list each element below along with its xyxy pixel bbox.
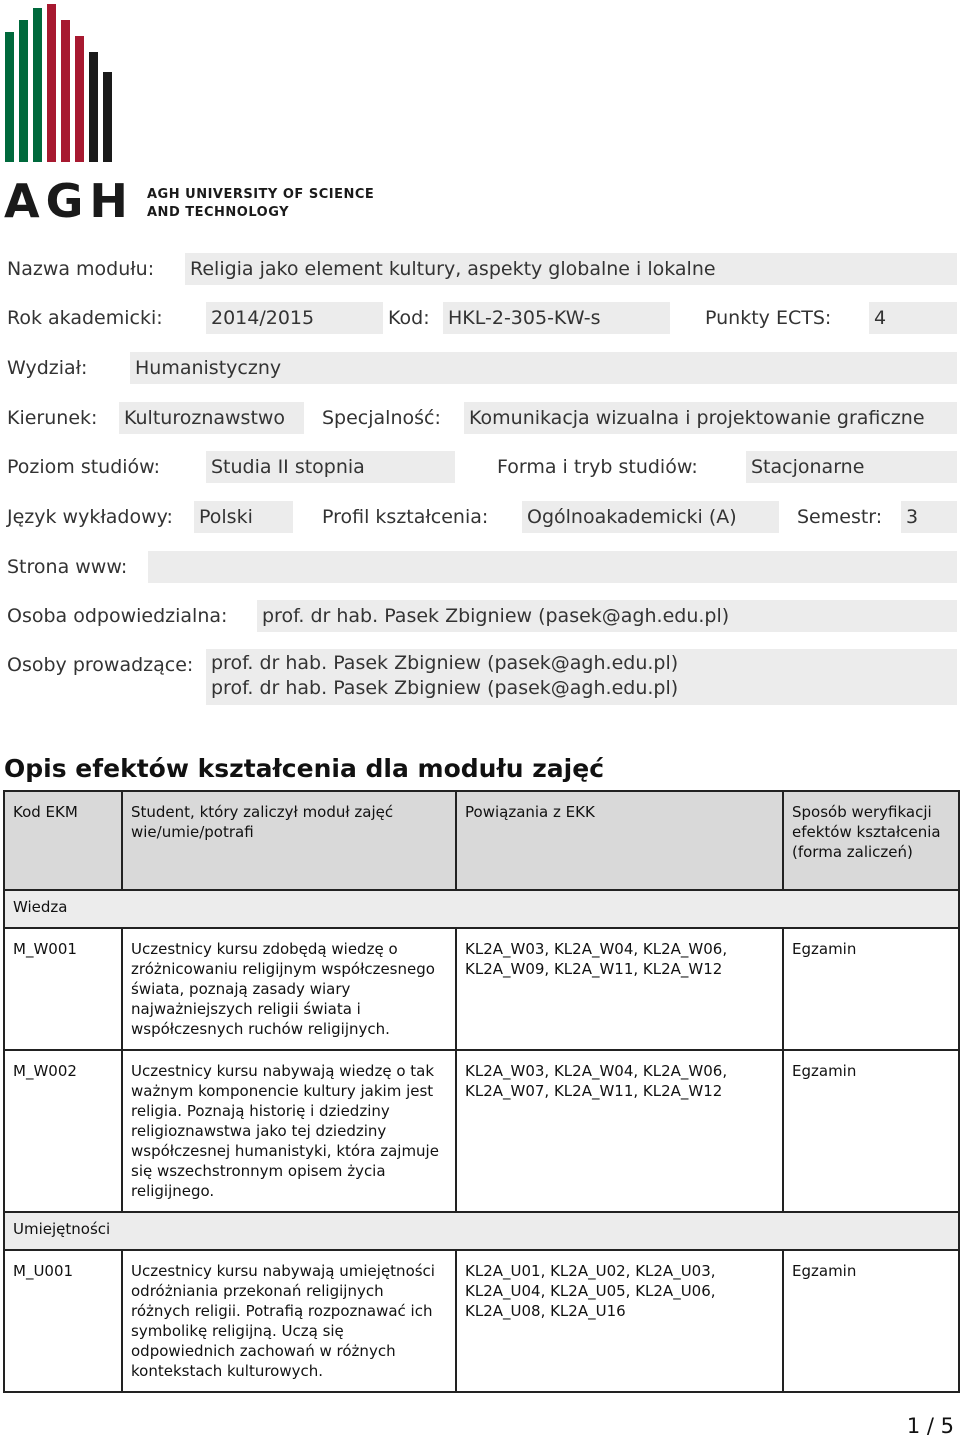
- table-category-row: [4, 890, 959, 928]
- efekty-table: [3, 790, 960, 1393]
- table-row: [4, 1250, 959, 1392]
- osoba-odpowiedzialna-label: Osoba odpowiedzialna:: [7, 605, 228, 627]
- poziom-studiow-label: Poziom studiów:: [7, 456, 161, 478]
- punkty-ects-label: Punkty ECTS:: [705, 307, 832, 329]
- kod-value: HKL-2-305-KW-s: [443, 302, 670, 334]
- row-opis: Uczestnicy kursu zdobędą wiedzę o zróżnicowaniu religijnym współczesnego świata, poznają zasady wiary najważniejszych religii świata i współczesnych ruchów religijnych.: [122, 928, 456, 1050]
- row-powiazania: KL2A_U01, KL2A_U02, KL2A_U03, KL2A_U04, KL2A_U05, KL2A_U06, KL2A_U08, KL2A_U16: [456, 1250, 783, 1392]
- row-powiazania: KL2A_W03, KL2A_W04, KL2A_W06, KL2A_W09, KL2A_W11, KL2A_W12: [456, 928, 783, 1050]
- forma-tryb-label: Forma i tryb studiów:: [497, 456, 698, 478]
- osoby-prowadzace-list: [206, 649, 957, 705]
- row-kod: M_U001: [4, 1250, 122, 1392]
- wydzial-value: Humanistyczny: [130, 352, 957, 384]
- row-kod: M_W002: [4, 1050, 122, 1212]
- kierunek-value: Kulturoznawstwo: [119, 402, 304, 434]
- row-sposob: Egzamin: [783, 1050, 959, 1212]
- section-title: Opis efektów kształcenia dla modułu zajęć: [4, 754, 605, 783]
- osoby-prowadzace-item: prof. dr hab. Pasek Zbigniew (pasek@agh.edu.pl): [211, 677, 679, 699]
- osoby-prowadzace-item: prof. dr hab. Pasek Zbigniew (pasek@agh.edu.pl): [211, 652, 679, 674]
- row-sposob: Egzamin: [783, 1250, 959, 1392]
- agh-logo-word: AGH: [4, 174, 134, 228]
- semestr-label: Semestr:: [797, 506, 883, 528]
- strona-www-label: Strona www:: [7, 556, 128, 578]
- specjalnosc-label: Specjalność:: [322, 407, 441, 429]
- row-powiazania: KL2A_W03, KL2A_W04, KL2A_W06, KL2A_W07, KL2A_W11, KL2A_W12: [456, 1050, 783, 1212]
- row-opis: Uczestnicy kursu nabywają umiejętności odróżniania przekonań religijnych różnych religii. Potrafią rozpoznawać ich symbolikę religijną. Uczą się odpowiednich zachowań w różnych kontekstach kulturowych.: [122, 1250, 456, 1392]
- nazwa-modulu-label: Nazwa modułu:: [7, 258, 155, 280]
- nazwa-modulu-value: Religia jako element kultury, aspekty globalne i lokalne: [185, 253, 957, 285]
- rok-akademicki-value: 2014/2015: [206, 302, 383, 334]
- agh-logo-subtitle-2: AND TECHNOLOGY: [147, 205, 290, 220]
- strona-www-value: [148, 551, 957, 583]
- kierunek-label: Kierunek:: [7, 407, 98, 429]
- row-sposob: Egzamin: [783, 928, 959, 1050]
- poziom-studiow-value: Studia II stopnia: [206, 451, 455, 483]
- row-kod: M_W001: [4, 928, 122, 1050]
- agh-logo-subtitle-1: AGH UNIVERSITY OF SCIENCE: [147, 187, 375, 202]
- osoby-prowadzace-label: Osoby prowadzące:: [7, 654, 194, 676]
- header-kod-ekm: Kod EKM: [4, 791, 122, 890]
- category-umiejetnosci: Umiejętności: [4, 1212, 959, 1250]
- header-sposob: Sposób weryfikacji efektów kształcenia (forma zaliczeń): [783, 791, 959, 890]
- header-opis: Student, który zaliczył moduł zajęć wie/umie/potrafi: [122, 791, 456, 890]
- osoba-odpowiedzialna-value: prof. dr hab. Pasek Zbigniew (pasek@agh.edu.pl): [257, 600, 957, 632]
- header-powiazania: Powiązania z EKK: [456, 791, 783, 890]
- table-category-row: [4, 1212, 959, 1250]
- rok-akademicki-label: Rok akademicki:: [7, 307, 163, 329]
- punkty-ects-value: 4: [869, 302, 957, 334]
- jezyk-value: Polski: [194, 501, 293, 533]
- table-header-row: [4, 791, 959, 890]
- kod-label: Kod:: [388, 307, 430, 329]
- table-row: [4, 1050, 959, 1212]
- forma-tryb-value: Stacjonarne: [746, 451, 957, 483]
- row-opis: Uczestnicy kursu nabywają wiedzę o tak ważnym komponencie kultury jakim jest religia. Poznają historię i dziedziny religioznawstwa jako tej dziedziny współczesnej humanistyki, która zajmuje się wszechstronnym opisem życia religijnego.: [122, 1050, 456, 1212]
- specjalnosc-value: Komunikacja wizualna i projektowanie graficzne: [464, 402, 957, 434]
- agh-logo-bars-icon: [0, 0, 130, 170]
- category-wiedza: Wiedza: [4, 890, 959, 928]
- profil-value: Ogólnoakademicki (A): [522, 501, 779, 533]
- semestr-value: 3: [901, 501, 957, 533]
- page-number: 1 / 5: [906, 1414, 954, 1438]
- table-row: [4, 928, 959, 1050]
- jezyk-label: Język wykładowy:: [7, 506, 173, 528]
- wydzial-label: Wydział:: [7, 357, 88, 379]
- profil-label: Profil kształcenia:: [322, 506, 489, 528]
